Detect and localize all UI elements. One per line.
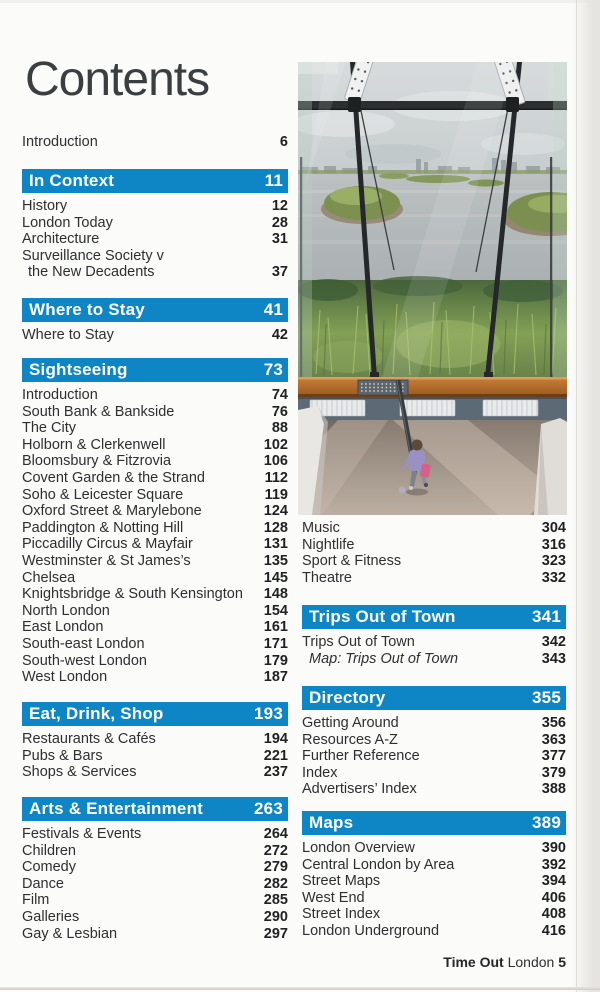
toc-row [302,890,566,907]
footer-brand: Time Out [443,954,504,970]
section-header-bar [302,686,566,710]
toc-row [22,669,288,686]
toc-entry-label: South-west London [22,652,147,669]
section-header-bar [22,702,288,726]
toc-row [22,731,288,748]
toc-entry-page: 285 [263,892,288,909]
toc-entry-label: Pubs & Bars [22,747,103,764]
toc-row [22,420,288,437]
section-title: Directory [309,688,386,707]
section-page-number: 73 [263,360,283,379]
toc-entry-page: 332 [541,569,566,586]
section-title: In Context [29,171,115,190]
toc-entry-label: Comedy [22,859,76,876]
section-trips-out-of-town [302,605,566,667]
toc-entry-page: 356 [541,715,566,731]
scan-edge-bottom [0,987,600,990]
toc-row [22,570,288,587]
section-arts-continued [302,520,566,586]
section-row-list [302,634,566,667]
toc-entry-page: 290 [263,908,288,925]
section-row-list [302,715,566,798]
toc-entry-page: 112 [264,469,288,486]
toc-entry-label: Map: Trips Out of Town [309,650,459,667]
introduction-row-block [22,134,288,151]
section-title: Trips Out of Town [309,607,456,626]
toc-entry-label: Shops & Services [22,764,137,781]
toc-entry-label: Knightsbridge & South Kensington [22,586,243,603]
toc-row [22,603,288,620]
toc-entry-page: 171 [263,635,288,652]
toc-entry-label: Index [302,764,338,781]
section-maps [302,811,566,940]
toc-row [22,503,288,520]
toc-entry-page: 377 [541,748,566,765]
toc-entry-page: 282 [263,875,288,892]
toc-row [302,748,566,765]
toc-entry-page: 6 [279,134,288,150]
toc-entry-page: 42 [271,327,288,343]
toc-row [22,876,288,893]
toc-entry-label: Piccadilly Circus & Mayfair [22,536,193,553]
section-page-number: 389 [532,813,561,832]
toc-entry-label: London Overview [302,840,415,856]
page-title: Contents [25,53,210,106]
section-in-context [22,169,288,281]
toc-entry-page: 297 [263,925,288,942]
toc-row [22,826,288,843]
toc-row [22,764,288,781]
toc-row [22,404,288,421]
toc-entry-label: Architecture [22,231,100,248]
toc-entry-page: 187 [263,669,288,686]
toc-entry-page: 363 [541,731,566,748]
toc-row [22,327,288,344]
toc-entry-page: 161 [263,619,288,636]
toc-entry-label: The City [22,420,76,437]
section-sightseeing [22,358,288,686]
toc-row [22,437,288,454]
toc-entry-page: 128 [263,519,288,536]
toc-entry-page: 135 [263,552,288,569]
toc-entry-label: Film [22,892,50,909]
toc-entry-label: History [22,198,68,214]
toc-row [22,231,288,248]
toc-entry-label: Central London by Area [302,856,455,873]
toc-entry-page: 102 [263,436,288,453]
toc-row [22,619,288,636]
toc-entry-label: Street Index [302,906,381,923]
toc-row [302,732,566,749]
toc-row [302,570,566,587]
toc-entry-page: 124 [263,503,288,520]
toc-entry-page: 148 [263,586,288,603]
toc-entry-label: Children [22,842,76,859]
toc-entry-page: 12 [271,198,288,214]
page-footer [302,954,566,970]
toc-entry-page: 264 [263,826,288,842]
toc-entry-label: Holborn & Clerkenwell [22,436,166,453]
toc-entry-label: Theatre [302,569,352,586]
toc-entry-page: 119 [264,486,288,503]
section-header-bar [22,358,288,382]
photo-radiators [298,397,567,422]
section-row-list [22,327,288,344]
toc-entry-label: Oxford Street & Marylebone [22,503,202,520]
toc-entry-page: 342 [541,634,566,650]
toc-entry-page: 106 [263,453,288,470]
toc-row [302,553,566,570]
toc-entry-page: 394 [541,873,566,890]
scan-edge-right [572,0,600,992]
toc-entry-label: Galleries [22,908,80,925]
section-page-number: 355 [532,688,561,707]
toc-entry-label: Surveillance Society v the New Decadents [22,247,164,281]
section-header-bar [22,169,288,193]
toc-row [22,387,288,404]
toc-row [22,134,288,151]
section-where-to-stay [22,298,288,344]
toc-entry-page: 221 [263,747,288,764]
toc-entry-label: Sport & Fitness [302,553,402,570]
toc-row [22,748,288,765]
photo-floor [298,420,567,515]
toc-row [22,487,288,504]
toc-row [22,553,288,570]
section-row-list [302,520,566,586]
toc-entry-page: 154 [263,602,288,619]
toc-entry-label: Street Maps [302,873,381,890]
toc-row [302,765,566,782]
toc-row [22,843,288,860]
toc-row [302,857,566,874]
wetland-view-illustration [298,62,567,515]
section-page-number: 341 [532,607,561,626]
toc-row [22,892,288,909]
toc-entry-page: 88 [271,420,288,437]
toc-entry-page: 37 [271,264,288,281]
section-header-bar [22,797,288,821]
toc-entry-page: 76 [271,403,288,420]
toc-row [22,215,288,232]
toc-row [22,586,288,603]
section-title: Maps [309,813,354,832]
toc-entry-page: 304 [541,520,566,536]
section-page-number: 11 [264,171,283,190]
toc-entry-label: West London [22,669,108,686]
toc-entry-page: 323 [541,553,566,570]
photo-window-sill [298,377,567,397]
toc-entry-page: 131 [263,536,288,553]
toc-entry-page: 31 [271,231,288,248]
toc-entry-label: Introduction [22,387,98,403]
toc-row [302,923,566,940]
toc-entry-page: 388 [541,781,566,798]
toc-row [22,470,288,487]
toc-entry-label: Festivals & Events [22,826,142,842]
toc-entry-page: 28 [271,214,288,231]
section-page-number: 193 [254,704,283,723]
toc-entry-page: 379 [541,764,566,781]
toc-entry-label: Getting Around [302,715,399,731]
toc-row [22,926,288,943]
section-title: Where to Stay [29,300,145,319]
toc-row [302,537,566,554]
toc-entry-page: 343 [541,650,566,667]
toc-row [302,634,566,651]
toc-row [22,198,288,215]
toc-entry-label: Dance [22,875,64,892]
toc-entry-label: Nightlife [302,536,355,553]
section-title: Eat, Drink, Shop [29,704,164,723]
footer-book-title: London [507,954,555,970]
toc-entry-page: 392 [541,856,566,873]
contents-photo [298,62,567,515]
toc-entry-label: London Underground [302,922,440,939]
scan-edge-top [0,0,600,3]
toc-entry-page: 408 [541,906,566,923]
toc-entry-page: 74 [271,387,288,403]
toc-row [22,248,288,281]
toc-entry-page: 237 [263,764,288,781]
section-row-list [22,198,288,281]
toc-entry-page: 416 [541,922,566,939]
toc-row [302,840,566,857]
toc-row [302,651,566,668]
toc-entry-label: Introduction [22,134,98,150]
toc-entry-label: Advertisers’ Index [302,781,417,798]
toc-entry-label: London Today [22,214,113,231]
section-arts-entertainment [22,797,288,942]
section-header-bar [302,811,566,835]
section-page-number: 263 [254,799,283,818]
section-page-number: 41 [263,300,283,319]
toc-row [22,653,288,670]
section-row-list [22,731,288,781]
toc-row [302,906,566,923]
toc-entry-label: Westminster & St James’s [22,552,191,569]
section-header-bar [302,605,566,629]
toc-entry-label: Bloomsbury & Fitzrovia [22,453,172,470]
section-directory [302,686,566,798]
toc-entry-label: Trips Out of Town [302,634,415,650]
toc-row [22,536,288,553]
section-header-bar [22,298,288,322]
toc-entry-page: 390 [541,840,566,856]
section-title: Sightseeing [29,360,128,379]
toc-entry-label: Chelsea [22,569,76,586]
toc-entry-label: North London [22,602,110,619]
footer-page-number: 5 [558,954,566,970]
toc-entry-label: Restaurants & Cafés [22,731,156,747]
section-row-list [302,840,566,940]
toc-row [302,781,566,798]
toc-entry-label: East London [22,619,104,636]
section-eat-drink-shop [22,702,288,781]
toc-row [22,520,288,537]
toc-entry-label: West End [302,889,365,906]
toc-entry-label: Covent Garden & the Strand [22,469,205,486]
toc-entry-page: 179 [263,652,288,669]
toc-entry-label: Where to Stay [22,327,114,343]
toc-entry-page: 145 [263,569,288,586]
toc-entry-label: Gay & Lesbian [22,925,118,942]
toc-entry-page: 194 [263,731,288,747]
toc-row [302,715,566,732]
toc-row [22,909,288,926]
toc-entry-page: 406 [541,889,566,906]
section-row-list [22,387,288,686]
toc-entry-label: Soho & Leicester Square [22,486,184,503]
toc-entry-label: South Bank & Bankside [22,403,175,420]
toc-entry-page: 279 [263,859,288,876]
toc-row [302,873,566,890]
toc-row [302,520,566,537]
section-title: Arts & Entertainment [29,799,204,818]
toc-entry-page: 316 [541,536,566,553]
toc-entry-label: Further Reference [302,748,420,765]
toc-entry-label: South-east London [22,635,145,652]
toc-entry-label: Paddington & Notting Hill [22,519,184,536]
toc-row [22,636,288,653]
section-row-list [22,826,288,942]
toc-entry-page: 272 [263,842,288,859]
toc-entry-label: Resources A-Z [302,731,398,748]
toc-entry-label: Music [302,520,340,536]
toc-row [22,453,288,470]
toc-row [22,859,288,876]
